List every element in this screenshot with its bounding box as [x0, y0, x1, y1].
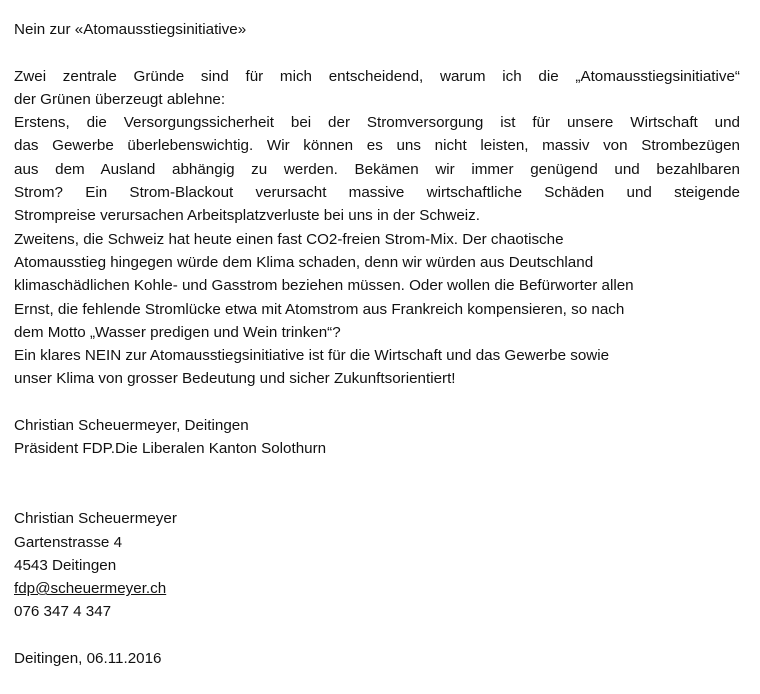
spacer [14, 461, 740, 484]
email-link[interactable]: fdp@scheuermeyer.ch [14, 580, 167, 598]
reason-one-line: Strompreise verursachen Arbeitsplatzverluste bei uns in der Schweiz. [14, 207, 480, 225]
spacer [14, 391, 740, 414]
letter-document [14, 18, 740, 670]
intro-line: der Grünen überzeugt ablehne: [14, 90, 226, 108]
reason-one-line: das Gewerbe überlebenswichtig. Wir können es uns nicht leisten, massiv von Strombezügen [14, 137, 740, 155]
spacer [14, 41, 740, 64]
reason-two-line: Ernst, die fehlende Stromlücke etwa mit Atomstrom aus Frankreich kompensieren, so nach [14, 300, 625, 318]
reason-two-line: klimaschädlichen Kohle- und Gasstrom beziehen müssen. Oder wollen die Befürworter allen [14, 277, 634, 295]
signature-role: Präsident FDP.Die Liberalen Kanton Solothurn [14, 440, 327, 458]
letter-title: Nein zur «Atomausstiegsinitiative» [14, 21, 247, 38]
reason-two-line: dem Motto „Wasser predigen und Wein trinken“? [14, 323, 341, 341]
reason-two-paragraph [14, 228, 740, 344]
address-block [14, 507, 740, 623]
reason-one-line: Erstens, die Versorgungssicherheit bei der Stromversorgung ist für unsere Wirtschaft und [14, 114, 740, 132]
reason-two-line: Atomausstieg hingegen würde dem Klima schaden, denn wir würden aus Deutschland [14, 253, 594, 271]
date-line: Deitingen, 06.11.2016 [14, 650, 162, 668]
intro-line: Zwei zentrale Gründe sind für mich entscheidend, warum ich die „Atomausstiegsinitiative“ [14, 67, 740, 85]
conclusion-line: Ein klares NEIN zur Atomausstiegsinitiative ist für die Wirtschaft und das Gewerbe sowie [14, 347, 610, 365]
address-city: 4543 Deitingen [14, 556, 117, 574]
reason-one-paragraph [14, 111, 740, 227]
reason-one-line: Strom? Ein Strom-Blackout verursacht massive wirtschaftliche Schäden und steigende [14, 184, 740, 202]
intro-paragraph [14, 65, 740, 112]
spacer [14, 484, 740, 507]
reason-one-line: aus dem Ausland abhängig zu werden. Bekämen wir immer genügend und bezahlbaren [14, 160, 740, 178]
conclusion-paragraph [14, 344, 740, 391]
address-name: Christian Scheuermeyer [14, 510, 177, 528]
address-phone: 076 347 4 347 [14, 603, 112, 621]
reason-two-line: Zweitens, die Schweiz hat heute einen fast CO2-freien Strom-Mix. Der chaotische [14, 230, 564, 248]
spacer [14, 624, 740, 647]
address-street: Gartenstrasse 4 [14, 533, 123, 551]
signature-name-place: Christian Scheuermeyer, Deitingen [14, 417, 249, 435]
signature-block [14, 414, 740, 461]
conclusion-line: unser Klima von grosser Bedeutung und sicher Zukunftsorientiert! [14, 370, 456, 388]
